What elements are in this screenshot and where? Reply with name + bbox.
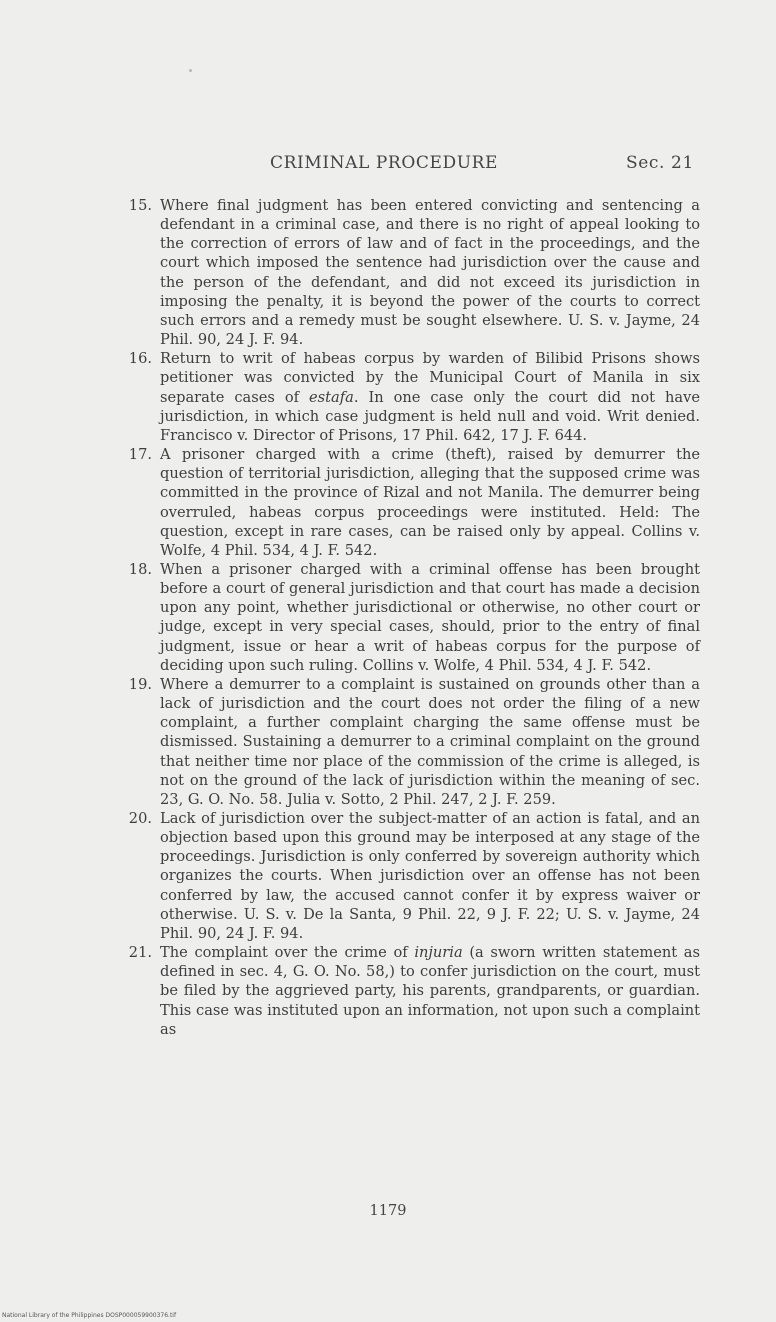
annotation-20 xyxy=(100,809,700,943)
running-head xyxy=(0,153,776,177)
scan-footer: National Library of the Philippines DOSP000059900376.tif xyxy=(2,1312,177,1319)
running-head-section: Sec. 21 xyxy=(626,153,694,173)
annotation-text-part: Return to writ of habeas corpus by warden of Bilibid Prisons shows petitioner was convicted by the Municipal Court of Manila in six separate cases of xyxy=(160,350,700,406)
annotation-19 xyxy=(100,675,700,809)
annotation-16 xyxy=(100,349,700,445)
annotation-21 xyxy=(100,943,700,1039)
annotation-number: 19. xyxy=(128,675,152,693)
annotation-text xyxy=(160,943,700,1039)
annotation-text: Lack of jurisdiction over the subject-matter of an action is fatal, and an objection based upon this ground may be interposed at any stage of the proceedings. Jurisdiction is only conferred by sovereign authority which organizes the courts. When jurisdiction over an offense has not been conferred by law, the accused cannot confer it by express waiver or otherwise. U. S. v. De la Santa, 9 Phil. 22, 9 J. F. 22; U. S. v. Jayme, 24 Phil. 90, 24 J. F. 94. xyxy=(160,810,700,942)
annotation-text xyxy=(160,349,700,445)
annotation-text: When a prisoner charged with a criminal offense has been brought before a court of general jurisdiction and that court has made a decision upon any point, whether jurisdictional or otherwise, no other court or judge, except in very special cases, should, prior to the entry of final judgment, issue or hear a writ of habeas corpus for the purpose of deciding upon such ruling. Collins v. Wolfe, 4 Phil. 534, 4 J. F. 542. xyxy=(160,560,700,674)
annotation-15 xyxy=(100,196,700,349)
italic-term: estafa xyxy=(309,388,354,406)
annotation-number: 15. xyxy=(128,197,152,214)
annotation-text-part: The complaint over the crime of xyxy=(160,944,415,962)
annotation-text-part: (a sworn written statement as defined in sec. 4, G. O. No. 58,) to confer jurisdiction on the court, must be filed by the aggrieved party, his parents, grandparents, or guardian. This case was instituted upon an information, not upon such a complaint as xyxy=(160,944,700,1038)
annotation-number: 21. xyxy=(128,944,152,962)
annotation-text: Where final judgment has been entered convicting and sentencing a defendant in a criminal case, and there is no right of appeal looking to the correction of errors of law and of fact in the proceedings, and the court which imposed the sentence had jurisdiction over the cause and the person of the defendant, and did not exceed its jurisdiction in imposing the penalty, it is beyond the power of the courts to correct such errors and a remedy must be sought elsewhere. U. S. v. Jayme, 24 Phil. 90, 24 J. F. 94. xyxy=(160,197,700,349)
annotation-number: 18. xyxy=(128,560,152,578)
running-head-title: CRIMINAL PROCEDURE xyxy=(270,153,499,173)
annotation-list xyxy=(100,196,700,1039)
annotation-text: A prisoner charged with a crime (theft), raised by demurrer the question of territorial jurisdiction, alleging that the supposed crime was committed in the province of Rizal and not Manila. The demurrer being overruled, habeas corpus proceedings were instituted. Held: The question, except in rare cases, can be raised only by appeal. Collins v. Wolfe, 4 Phil. 534, 4 J. F. 542. xyxy=(160,446,700,559)
paper-speck xyxy=(189,69,192,72)
annotation-18 xyxy=(100,560,700,675)
annotation-text: Where a demurrer to a complaint is sustained on grounds other than a lack of jurisdiction and the court does not order the filing of a new complaint, a further complaint charging the same offense must be dismissed. Sustaining a demurrer to a criminal complaint on the ground that neither time nor place of the commission of the crime is alleged, is not on the ground of the lack of jurisdiction within the meaning of sec. 23, G. O. No. 58. Julia v. Sotto, 2 Phil. 247, 2 J. F. 259. xyxy=(160,675,700,808)
italic-term: injuria xyxy=(414,944,463,962)
annotation-17 xyxy=(100,445,700,560)
page-number: 1179 xyxy=(369,1203,407,1219)
annotation-number: 17. xyxy=(128,446,152,464)
annotation-number: 16. xyxy=(128,350,152,368)
annotation-text-part: . In one case only the court did not have jurisdiction, in which case judgment is held null and void. Writ denied. Francisco v. Director of Prisons, 17 Phil. 642, 17 J. F. 644. xyxy=(160,388,700,444)
annotation-number: 20. xyxy=(128,810,152,827)
